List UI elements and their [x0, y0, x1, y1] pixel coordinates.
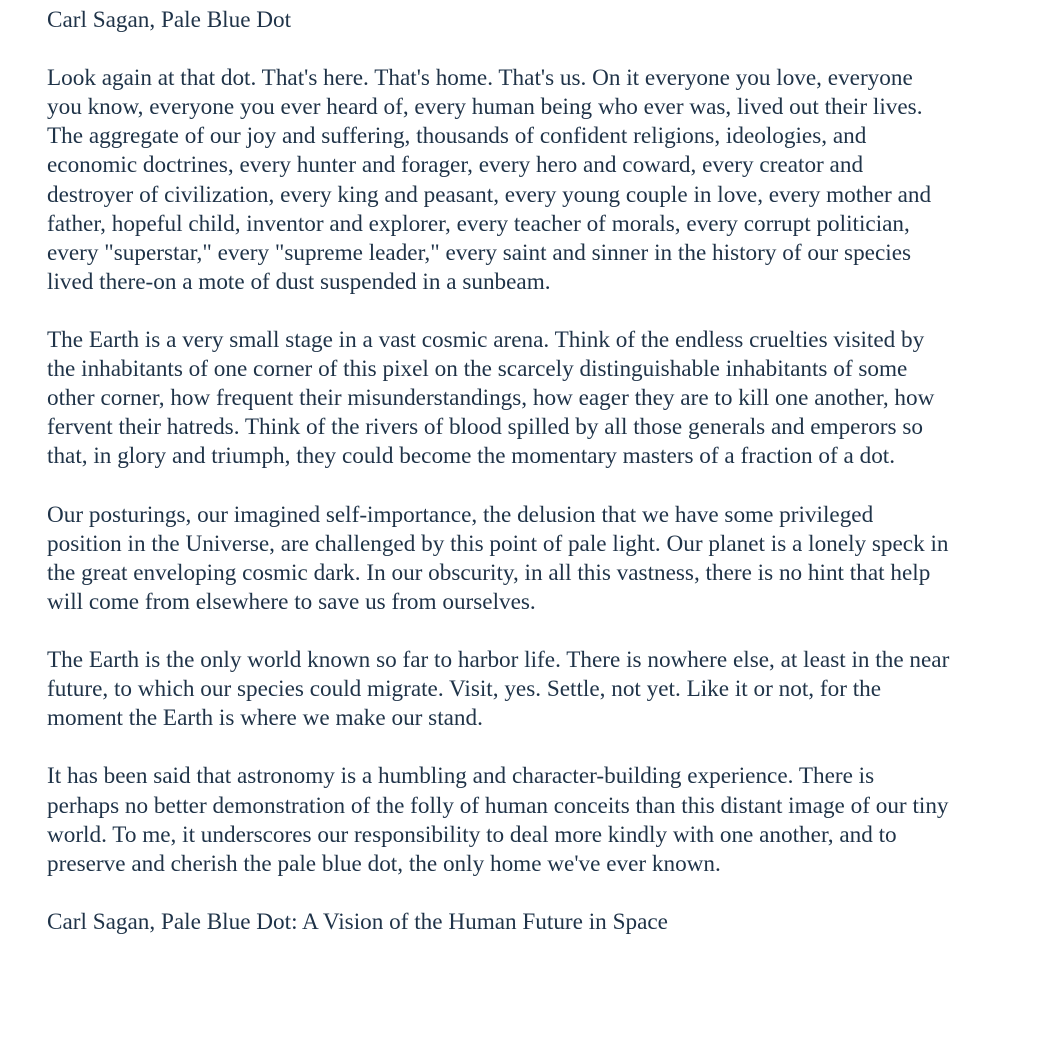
paragraph-line: It has been said that astronomy is a humbling and character-building experience. There is: [47, 763, 875, 790]
paragraph-5: [47, 762, 1037, 878]
paragraph-line: Our posturings, our imagined self-importance, the delusion that we have some privileged: [47, 501, 874, 528]
paragraph-line: economic doctrines, every hunter and forager, every hero and coward, every creator and: [47, 152, 864, 179]
paragraph-line: perhaps no better demonstration of the folly of human conceits than this distant image of our tiny: [47, 792, 949, 819]
paragraph-line: The Earth is a very small stage in a vast cosmic arena. Think of the endless cruelties visited by: [47, 327, 925, 354]
document-page: [47, 6, 1037, 937]
paragraph-line: moment the Earth is where we make our stand.: [47, 705, 483, 732]
paragraph-line: will come from elsewhere to save us from ourselves.: [47, 588, 536, 615]
paragraph-line: the great enveloping cosmic dark. In our obscurity, in all this vastness, there is no hint that help: [47, 559, 931, 586]
paragraph-2: [47, 326, 1037, 471]
paragraph-line: that, in glory and triumph, they could become the momentary masters of a fraction of a dot.: [47, 443, 896, 470]
paragraph-line: position in the Universe, are challenged by this point of pale light. Our planet is a lonely speck in: [47, 530, 949, 557]
paragraph-line: The Earth is the only world known so far to harbor life. There is nowhere else, at least in the near: [47, 647, 950, 674]
paragraph-line: preserve and cherish the pale blue dot, the only home we've ever known.: [47, 850, 721, 877]
paragraph-line: every "superstar," every "supreme leader," every saint and sinner in the history of our species: [47, 239, 912, 266]
paragraph-line: lived there-on a mote of dust suspended in a sunbeam.: [47, 268, 551, 295]
paragraph-line: future, to which our species could migrate. Visit, yes. Settle, not yet. Like it or not, for the: [47, 676, 882, 703]
paragraph-3: [47, 501, 1037, 617]
paragraph-line: Look again at that dot. That's here. That's home. That's us. On it everyone you love, everyone: [47, 65, 913, 92]
paragraph-line: the inhabitants of one corner of this pixel on the scarcely distinguishable inhabitants of some: [47, 356, 908, 383]
paragraph-1: [47, 64, 1037, 297]
paragraph-line: father, hopeful child, inventor and explorer, every teacher of morals, every corrupt politician,: [47, 210, 910, 237]
paragraph-line: fervent their hatreds. Think of the rivers of blood spilled by all those generals and emperors so: [47, 414, 923, 441]
paragraph-4: [47, 646, 1037, 733]
paragraph-line: world. To me, it underscores our responsibility to deal more kindly with one another, and to: [47, 821, 897, 848]
paragraph-line: destroyer of civilization, every king and peasant, every young couple in love, every mother and: [47, 181, 932, 208]
paragraph-line: other corner, how frequent their misunderstandings, how eager they are to kill one another, how: [47, 385, 935, 412]
document-citation: Carl Sagan, Pale Blue Dot: A Vision of the Human Future in Space: [47, 908, 668, 935]
document-heading: Carl Sagan, Pale Blue Dot: [47, 7, 292, 33]
paragraph-line: The aggregate of our joy and suffering, thousands of confident religions, ideologies, and: [47, 123, 867, 150]
paragraph-line: you know, everyone you ever heard of, every human being who ever was, lived out their lives.: [47, 94, 923, 121]
